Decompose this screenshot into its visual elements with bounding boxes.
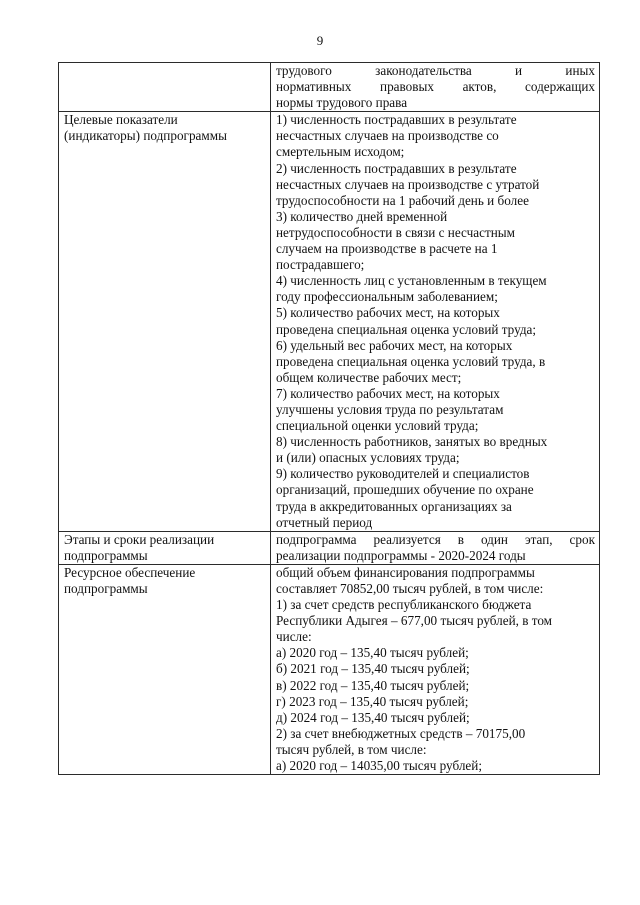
row-label-line: (индикаторы) подпрограммы — [64, 128, 227, 144]
row-value-cell — [271, 564, 600, 774]
row-value-cell — [271, 112, 600, 531]
row-value-line: составляет 70852,00 тысяч рублей, в том числе: — [276, 581, 544, 596]
row-value-line: трудового законодательства и иных — [276, 63, 595, 78]
row-value-cell — [271, 531, 600, 564]
row-value-line: 2) численность пострадавших в результате — [276, 160, 517, 176]
row-value-line: в) 2022 год – 135,40 тысяч рублей; — [276, 677, 470, 693]
row-value-line: несчастных случаев на производстве с утратой — [276, 176, 540, 192]
row-value-line: трудоспособности на 1 рабочий день и более — [276, 192, 529, 208]
row-label-line: Этапы и сроки реализации — [64, 531, 215, 547]
row-label-line: подпрограммы — [64, 547, 148, 563]
row-value-line: нормы трудового права — [276, 95, 408, 111]
row-value-line: проведена специальная оценка условий труда; — [276, 321, 537, 337]
row-value-line: 1) численность пострадавших в результате — [276, 112, 517, 128]
table-row — [59, 564, 600, 774]
row-value-line: г) 2023 год – 135,40 тысяч рублей; — [276, 693, 469, 709]
row-value-line: 8) численность работников, занятых во вредных — [276, 434, 548, 450]
row-value-line: проведена специальная оценка условий труда, в — [276, 353, 546, 369]
row-value-line: д) 2024 год – 135,40 тысяч рублей; — [276, 709, 470, 725]
subprogram-passport-table — [58, 62, 600, 775]
row-value-line: подпрограмма реализуется в один этап, срок — [276, 531, 595, 547]
row-value-line: общий объем финансирования подпрограммы — [276, 564, 535, 580]
row-value-line: 2) за счет внебюджетных средств – 70175,00 — [276, 725, 526, 741]
row-value-line: пострадавшего; — [276, 257, 365, 273]
row-value-line: смертельным исходом; — [276, 144, 405, 160]
row-label-cell — [59, 531, 271, 564]
row-label-cell — [59, 564, 271, 774]
table-row — [59, 531, 600, 564]
row-value-line: и (или) опасных условиях труда; — [276, 450, 460, 466]
row-value-line: 3) количество дней временной — [276, 208, 448, 224]
row-value-line: улучшены условия труда по результатам — [276, 401, 504, 417]
row-value-line: 7) количество рабочих мест, на которых — [276, 385, 500, 401]
row-value-line: труда в аккредитованных организациях за — [276, 498, 512, 514]
row-label-line: Целевые показатели — [64, 112, 178, 128]
row-label-line: подпрограммы — [64, 581, 148, 596]
row-value-line: случаем на производстве в расчете на 1 — [276, 241, 498, 257]
row-value-line: 1) за счет средств республиканского бюджета — [276, 597, 532, 613]
row-value-line: реализации подпрограммы - 2020-2024 годы — [276, 547, 526, 563]
row-value-cell — [271, 63, 600, 112]
table-row — [59, 63, 600, 112]
row-value-line: а) 2020 год – 135,40 тысяч рублей; — [276, 645, 469, 661]
row-value-line: нормативных правовых актов, содержащих — [276, 79, 595, 95]
row-label-cell — [59, 112, 271, 531]
row-value-line: тысяч рублей, в том числе: — [276, 741, 427, 757]
row-value-line: общем количестве рабочих мест; — [276, 369, 462, 385]
row-value-line: специальной оценки условий труда; — [276, 418, 479, 434]
row-value-line: 5) количество рабочих мест, на которых — [276, 305, 500, 321]
row-value-line: году профессиональным заболеванием; — [276, 289, 498, 305]
row-value-line: отчетный период — [276, 514, 373, 530]
row-value-line: числе: — [276, 629, 312, 645]
row-value-line: Республики Адыгея – 677,00 тысяч рублей, в том — [276, 613, 553, 629]
table-row — [59, 112, 600, 531]
row-value-line: б) 2021 год – 135,40 тысяч рублей; — [276, 661, 470, 677]
row-value-line: а) 2020 год – 14035,00 тысяч рублей; — [276, 758, 483, 774]
row-value-line: 4) численность лиц с установленным в текущем — [276, 273, 547, 289]
row-value-line: несчастных случаев на производстве со — [276, 128, 499, 144]
row-label-line: Ресурсное обеспечение — [64, 564, 196, 580]
row-value-line: 6) удельный вес рабочих мест, на которых — [276, 337, 513, 353]
row-value-line: нетрудоспособности в связи с несчастным — [276, 224, 515, 240]
page-number: 9 — [316, 33, 324, 48]
row-label-cell — [59, 63, 271, 112]
row-value-line: организаций, прошедших обучение по охране — [276, 482, 534, 498]
row-value-line: 9) количество руководителей и специалистов — [276, 466, 530, 482]
